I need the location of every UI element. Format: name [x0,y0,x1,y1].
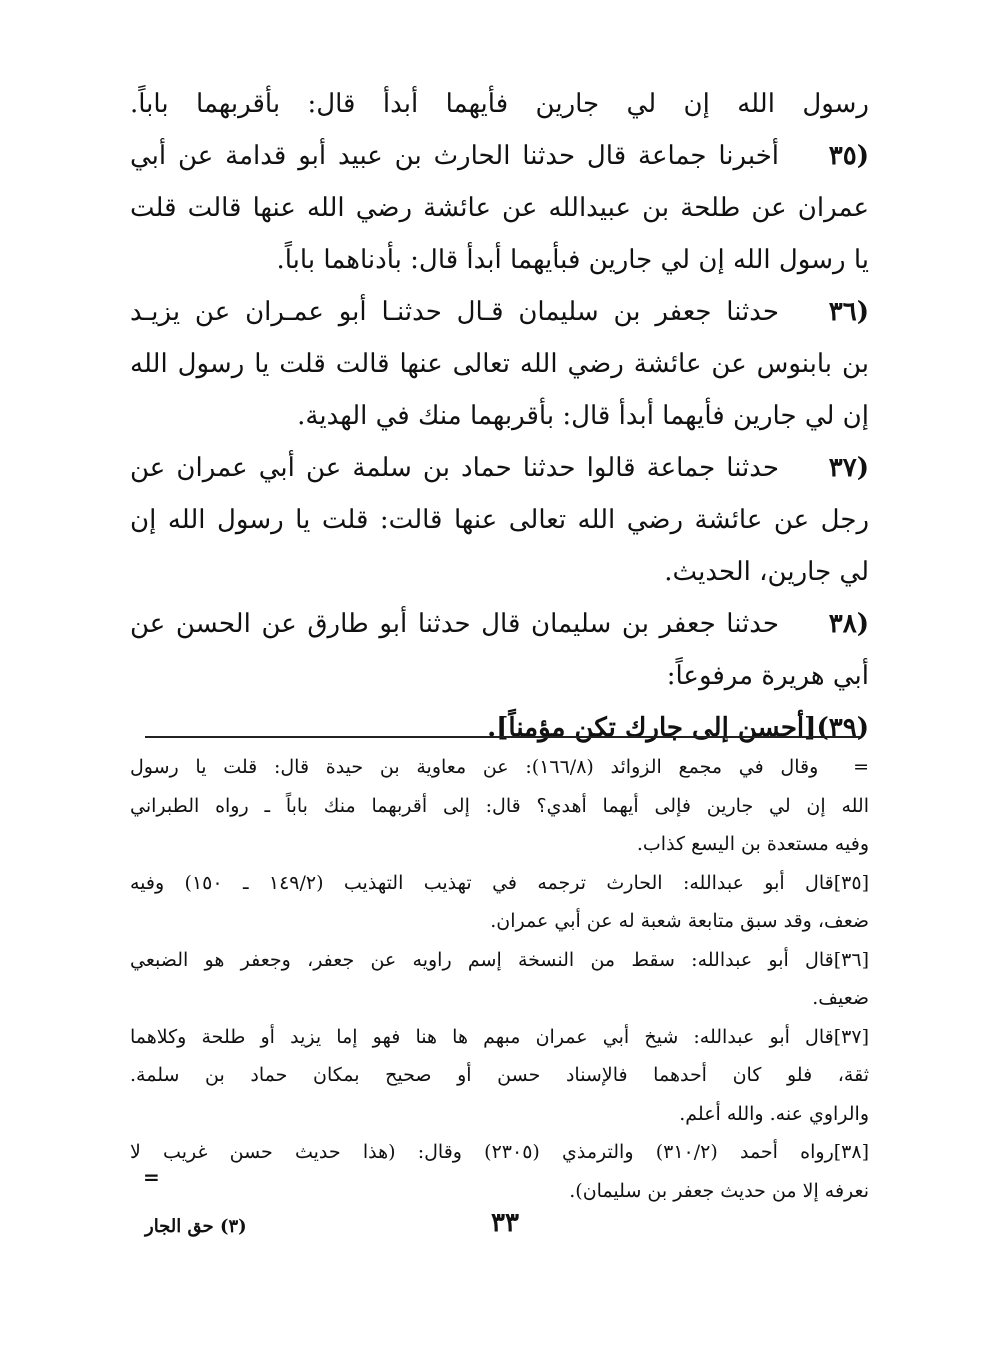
line-text: حدثنا جماعة قالوا حدثنا حماد بن سلمة عن أبي عمران عن [130,453,779,483]
footnote-line [130,864,869,903]
hadith-number: (٣٦ [828,297,869,327]
footnote-line [130,979,869,1018]
hadith-number: (٣٨ [828,609,869,639]
main-line [130,494,869,546]
footnote-line [130,787,869,826]
line-text: أبي هريرة مرفوعاً: [666,661,869,691]
footnote-divider [145,736,860,738]
footnote-text: نعرفه إلا من حديث جعفر بن سليمان). [569,1179,869,1202]
footnote-line [130,748,869,787]
footnote-text: والراوي عنه. والله أعلم. [679,1102,869,1125]
footnote-text: ثقة، فلو كان أحدهما فالإسناد حسن أو صحيح بمكان حماد بن سلمة. [130,1064,869,1086]
signature-mark: (٣) حق الجار [145,1216,247,1237]
main-line [130,390,869,442]
footnote-text: الله إن لي جارين فإلى أيهما أهدي؟ قال: إلى أقربهما منك باباً ـ رواه الطبراني [130,794,869,817]
line-text: رجل عن عائشة رضي الله تعالى عنها قالت: قلت يا رسول الله إن [130,505,869,535]
footnote-line [130,1133,869,1172]
footnote-line [130,1172,869,1211]
line-text: بن بابنوس عن عائشة رضي الله تعالى عنها قالت قلت يا رسول الله [130,349,869,379]
footnote-text: قال أبو عبدالله: الحارث ترجمه في تهذيب التهذيب (١٤٩/٢ ـ ١٥٠) وفيه [130,871,834,894]
footnote-text: قال أبو عبدالله: شيخ أبي عمران مبهم ها هنا فهو إما يزيد أو طلحة وكلاهما [130,1025,834,1048]
footnote-number: [٣٨] [833,1141,869,1163]
main-line [130,702,869,754]
main-line [130,650,869,702]
main-line [130,598,869,650]
footnote-number: [٣٥] [833,871,869,894]
footnote-number: [٣٦] [833,948,869,971]
main-line [130,286,869,338]
main-line [130,78,869,130]
main-line [130,182,869,234]
footnote-text: وقال في مجمع الزوائد (١٦٦/٨): عن معاوية بن حيدة قال: قلت يا رسول [130,756,819,778]
footnote-number: [٣٧] [833,1025,869,1048]
continuation-mark: = [143,1165,160,1189]
main-line [130,442,869,494]
line-text: لي جارين، الحديث. [664,557,869,587]
line-text: رسول الله إن لي جارين فأيهما أبدأ قال: بأقربهما باباً. [130,89,869,119]
footnote-line [130,1056,869,1095]
page-footer [0,1208,1004,1248]
main-line [130,546,869,598]
page-number: ٣٣ [491,1208,519,1238]
footnote-line [130,1095,869,1134]
footnote-number: = [853,756,869,778]
footnote-text: رواه أحمد (٣١٠/٢) والترمذي (٢٣٠٥) وقال: (هذا حديث حسن غريب لا [130,1141,834,1163]
footnote-text: ضعيف. [812,987,869,1009]
hadith-number: (٣٧ [828,453,869,483]
footnote-line [130,902,869,941]
footnote-line [130,941,869,980]
line-text: يا رسول الله إن لي جارين فبأيهما أبدأ قال: بأدناهما باباً. [276,245,869,275]
line-text: حدثنا جعفر بن سليمان قال حدثنا أبو طارق عن الحسن عن [130,609,779,639]
footnote-line [130,1018,869,1057]
hadith-number: (٣٥ [828,141,869,171]
footnote-text: وفيه مستعدة بن اليسع كذاب. [636,833,869,855]
footnote-text: قال أبو عبدالله: سقط من النسخة إسم راويه عن جعفر، وجعفر هو الضبعي [130,948,834,971]
line-text: حدثنا جعفر بن سليمان قـال حدثنـا أبو عمـران عن يزيـد [130,297,779,327]
main-line [130,234,869,286]
line-text: إن لي جارين فأيهما أبدأ قال: بأقربهما منك في الهدية. [297,401,869,431]
footnote-line [130,825,869,864]
line-text: (٣٩)[أحسن إلى جارك تكن مؤمناً]. [487,713,869,743]
line-text: أخبرنا جماعة قال حدثنا الحارث بن عبيد أبو قدامة عن أبي [130,141,779,171]
footnotes [130,748,869,1210]
footnote-text: ضعف، وقد سبق متابعة شعبة له عن أبي عمران. [490,910,869,932]
line-text: عمران عن طلحة بن عبيدالله عن عائشة رضي الله عنها قالت قلت [130,193,869,223]
main-text [130,78,869,754]
main-line [130,338,869,390]
main-line [130,130,869,182]
